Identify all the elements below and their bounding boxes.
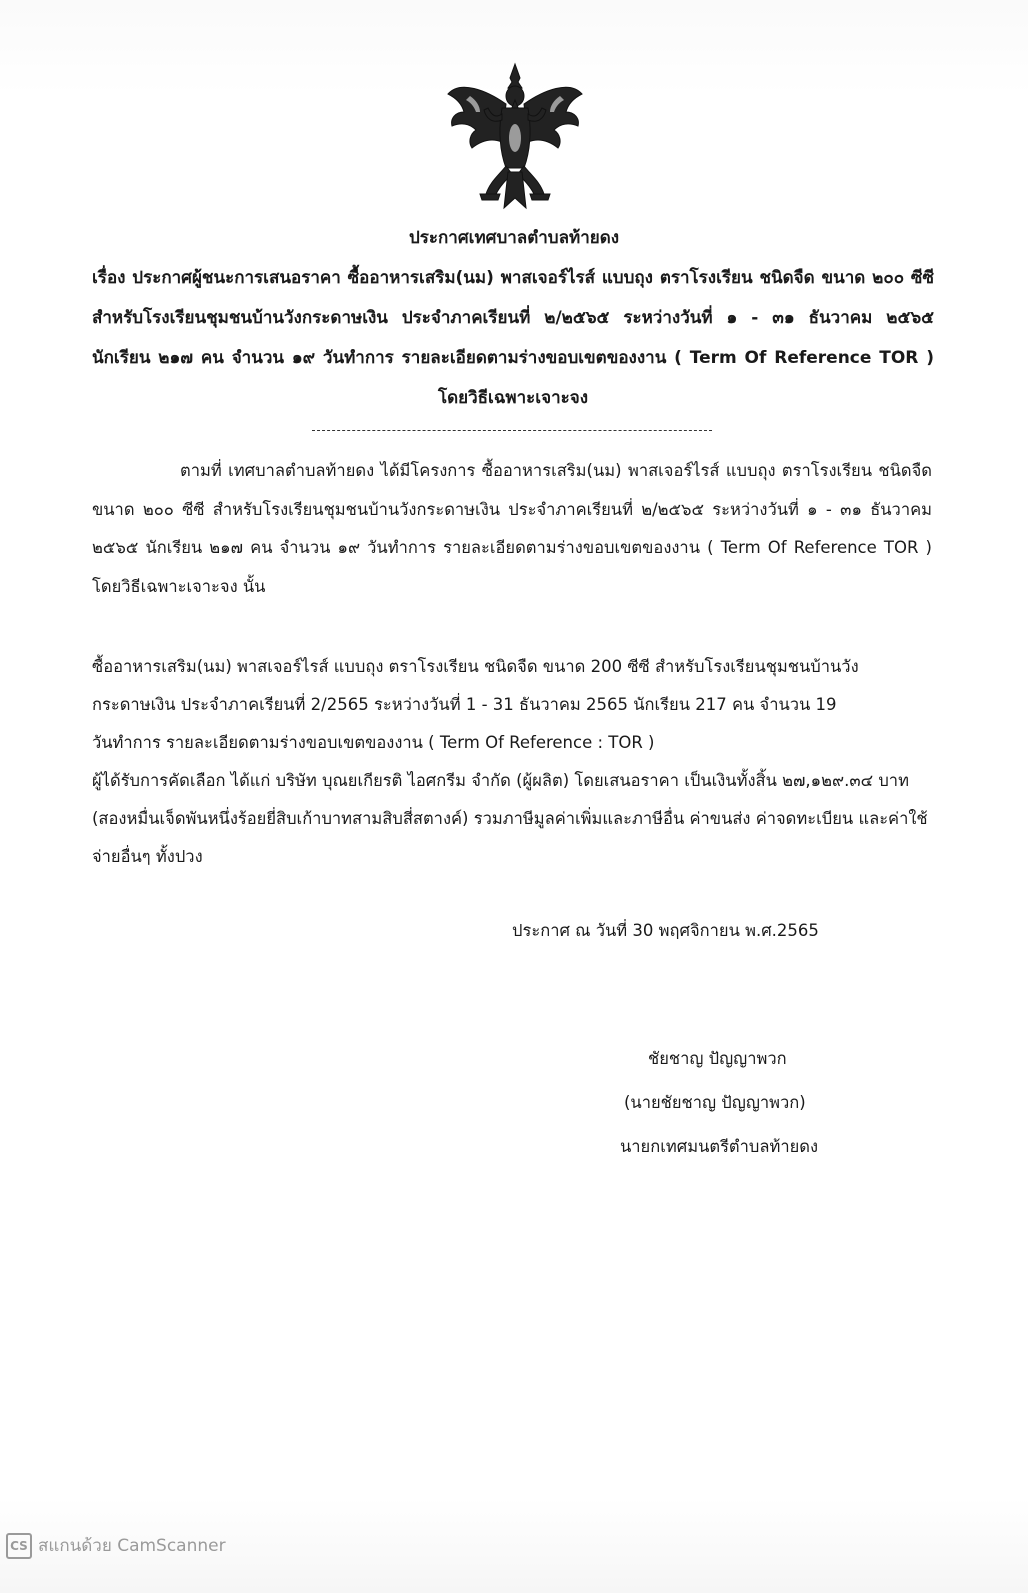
winner-paragraph: ผู้ได้รับการคัดเลือก ได้แก่ บริษัท บุณยเกียรติ ไอศกรีม จำกัด (ผู้ผลิต) โดยเสนอราคา เป็นเงินทั้งสิ้น ๒๗,๑๒๙.๓๔ บาท (สองหมื่นเจ็ดพันหนึ่งร้อยยี่สิบเก้าบาทสามสิบสี่สตางค์) รวมภาษีมูลค่าเพิ่มและภาษีอื่น ค่าขนส่ง ค่าจดทะเบียน และค่าใช้จ่ายอื่นๆ ทั้งปวง	[92, 771, 928, 866]
procurement-item-paragraph	[92, 648, 932, 762]
page-title: ประกาศเทศบาลตำบลท้ายดง	[408, 228, 620, 248]
camscanner-logo-icon: CS	[6, 1533, 32, 1559]
camscanner-watermark	[6, 1532, 226, 1559]
procurement-line-2: กระดาษเงิน ประจำภาคเรียนที่ 2/2565 ระหว่างวันที่ 1 - 31 ธันวาคม 2565 นักเรียน 217 คน จำนวน 19	[92, 695, 837, 714]
announcement-date: ประกาศ ณ วันที่ 30 พฤศจิกายน พ.ศ.2565	[512, 921, 819, 940]
intro-paragraph: ตามที่ เทศบาลตำบลท้ายดง ได้มีโครงการ ซื้ออาหารเสริม(นม) พาสเจอร์ไรส์ แบบถุง ตราโรงเรียน ชนิดจืด ขนาด ๒๐๐ ซีซี สำหรับโรงเรียนชุมชนบ้านวังกระดาษเงิน ประจำภาคเรียนที่ ๒/๒๕๖๕ ระหว่างวันที่ ๑ - ๓๑ ธันวาคม ๒๕๖๕ นักเรียน ๒๑๗ คน จำนวน ๑๙ วันทำการ รายละเอียดตามร่างขอบเขตของงาน ( Term Of Reference TOR ) โดยวิธีเฉพาะเจาะจง นั้น	[92, 461, 932, 596]
printed-name: (นายชัยชาญ ปัญญาพวก)	[624, 1093, 806, 1112]
signer-position: นายกเทศมนตรีตำบลท้ายดง	[620, 1137, 819, 1156]
watermark-text: สแกนด้วย CamScanner	[38, 1536, 226, 1556]
subject-heading: เรื่อง ประกาศผู้ชนะการเสนอราคา ซื้ออาหารเสริม(นม) พาสเจอร์ไรส์ แบบถุง ตราโรงเรียน ชนิดจืด ขนาด ๒๐๐ ซีซี สำหรับโรงเรียนชุมชนบ้านวังกระดาษเงิน ประจำภาคเรียนที่ ๒/๒๕๖๕ ระหว่างวันที่ ๑ - ๓๑ ธันวาคม ๒๕๖๕ นักเรียน ๒๑๗ คน จำนวน ๑๙ วันทำการ รายละเอียดตามร่างขอบเขตของงาน ( Term Of Reference TOR ) โดยวิธีเฉพาะเจาะจง	[92, 268, 934, 408]
garuda-emblem-icon	[440, 60, 590, 210]
signed-name: ชัยชาญ ปัญญาพวก	[648, 1049, 787, 1068]
dashed-divider	[312, 430, 712, 431]
procurement-line-1: ซื้ออาหารเสริม(นม) พาสเจอร์ไรส์ แบบถุง ตราโรงเรียน ชนิดจืด ขนาด 200 ซีซี สำหรับโรงเรียนชุมชนบ้านวัง	[92, 657, 859, 676]
procurement-line-3: วันทำการ รายละเอียดตามร่างขอบเขตของงาน ( Term Of Reference : TOR )	[92, 733, 655, 752]
